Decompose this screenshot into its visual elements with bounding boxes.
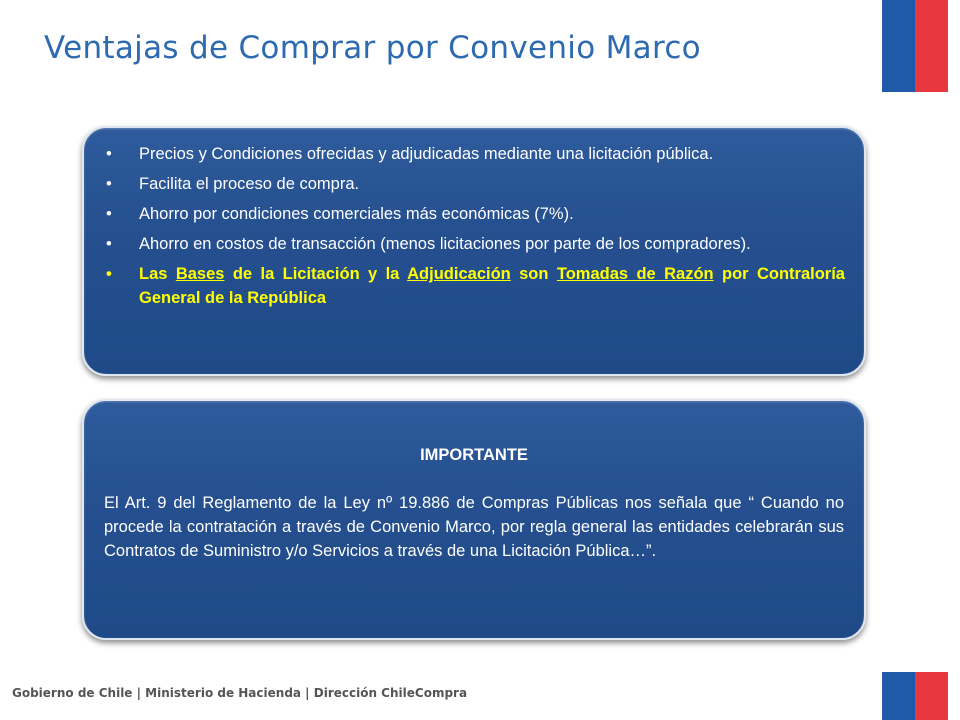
important-panel: [82, 399, 866, 640]
advantages-list: [104, 142, 845, 310]
bullet-symbol: •: [106, 205, 112, 223]
bullet-symbol: •: [106, 145, 112, 163]
list-item-text: Facilita el proceso de compra.: [139, 175, 360, 193]
important-heading: IMPORTANTE: [420, 446, 528, 464]
advantages-panel: [82, 126, 866, 376]
list-item-text: Ahorro por condiciones comerciales más económicas (7%).: [139, 205, 574, 223]
bullet-symbol: •: [106, 265, 112, 283]
list-item: [104, 232, 845, 256]
chile-flag-stripe-top: [882, 0, 948, 92]
list-item: [104, 202, 845, 226]
list-item-text: Ahorro en costos de transacción (menos licitaciones por parte de los compradores).: [139, 235, 751, 253]
footer-text: Gobierno de Chile | Ministerio de Hacienda | Dirección ChileCompra: [12, 686, 468, 700]
list-item-text: Precios y Condiciones ofrecidas y adjudicadas mediante una licitación pública.: [139, 145, 714, 163]
highlighted-list-item: [104, 262, 845, 310]
bullet-symbol: •: [106, 175, 112, 193]
important-body: El Art. 9 del Reglamento de la Ley nº 19.886 de Compras Públicas nos señala que “ Cuando no procede la contratación a través de Convenio Marco, por regla general las entidades celebrarán sus Contratos de Suministro y/o Servicios a través de una Licitación Pública…”.: [104, 494, 844, 560]
list-item: [104, 142, 845, 166]
bullet-symbol: •: [106, 235, 112, 253]
underlined-bases: Bases: [175, 265, 225, 283]
list-item: [104, 172, 845, 196]
underlined-adjudicacion: Adjudicación: [407, 265, 511, 283]
underlined-tomadas-de-razon: Tomadas de Razón: [556, 265, 714, 283]
page-title: Ventajas de Comprar por Convenio Marco: [44, 30, 701, 66]
chile-flag-stripe-bottom: [882, 672, 948, 720]
highlight-text: Las Bases de la Licitación y la Adjudicación son Tomadas de Razón por Contraloría General de la República: [139, 265, 845, 307]
